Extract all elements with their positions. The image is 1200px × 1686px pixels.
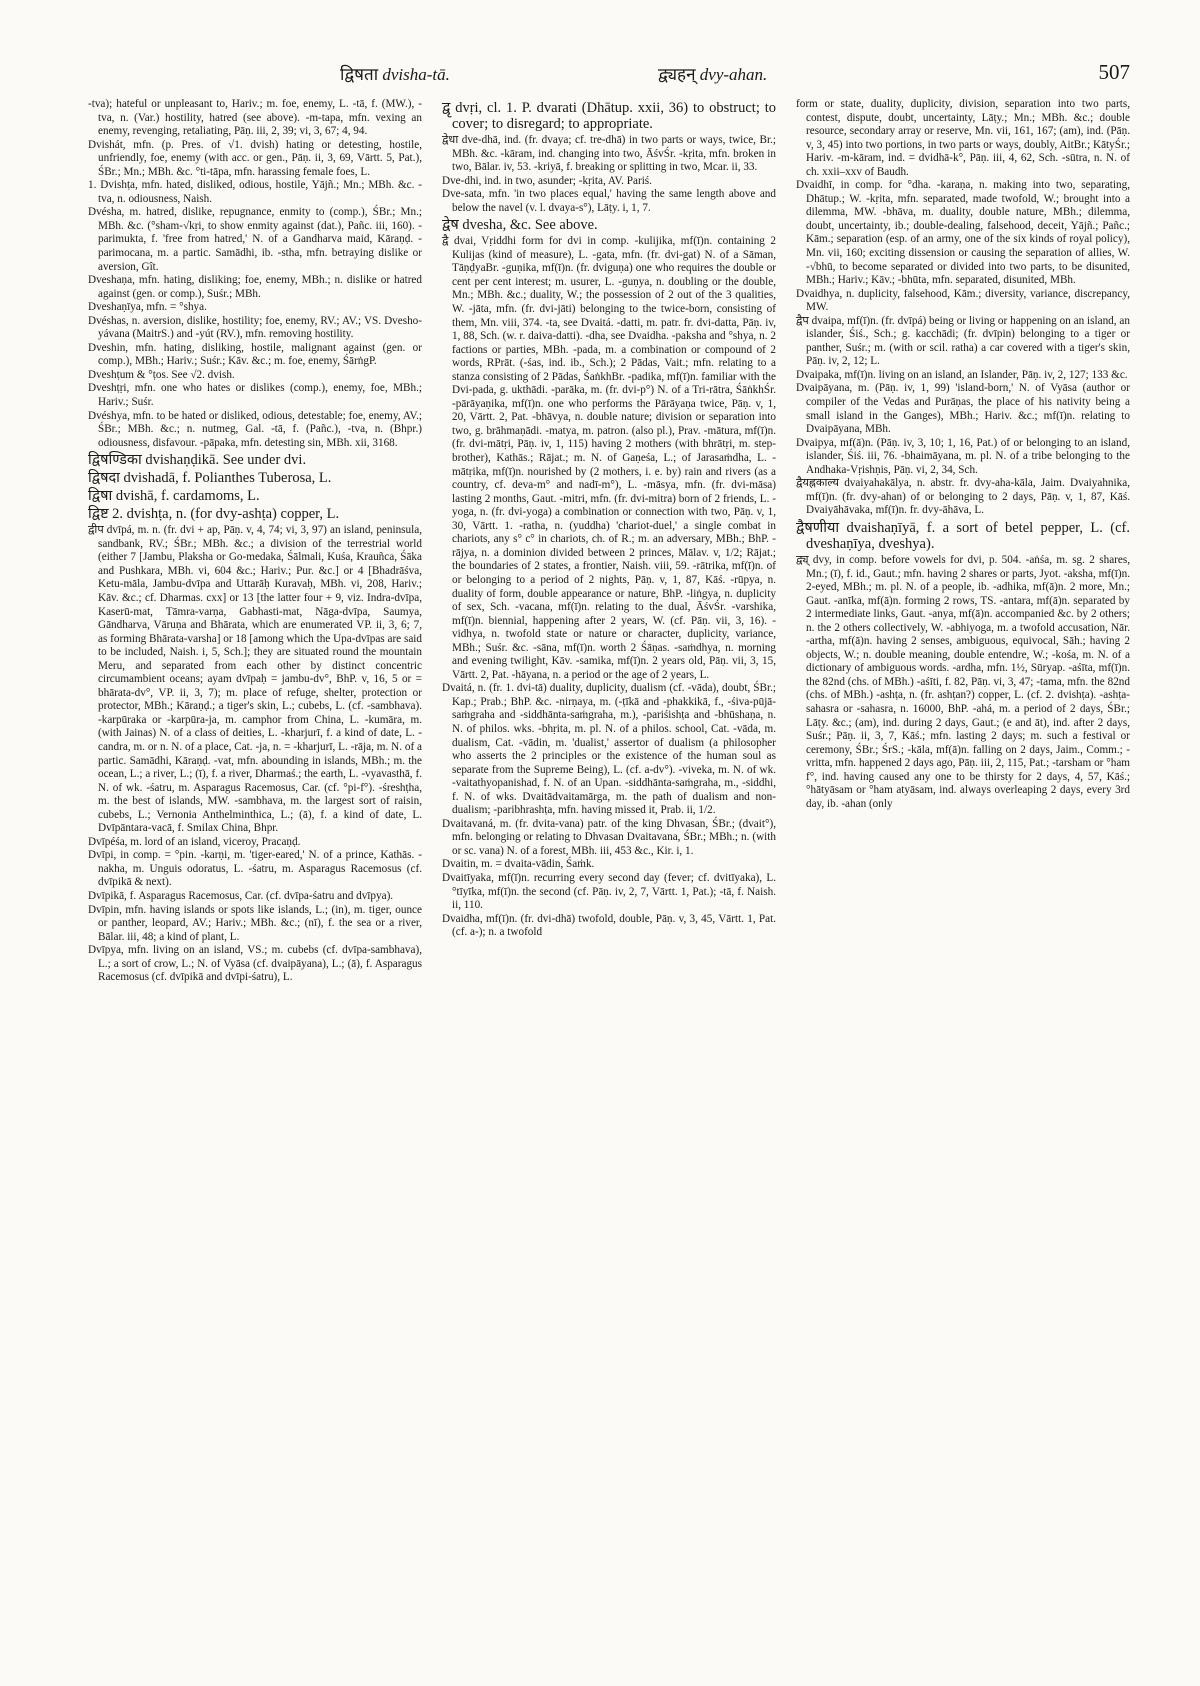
dictionary-entry: Dvaidha, mf(ī)n. (fr. dvi-dhā) twofold, double, Pāṇ. v, 3, 45, Vārtt. 1, Pat. (cf. a-); n. a twofold — [442, 912, 776, 939]
dictionary-entry: Dvīpi, in comp. = °pin. -karṇi, m. 'tiger-eared,' N. of a prince, Kathās. -nakha, m. Unguis odoratus, L. -śatru, m. Asparagus Racemosus (cf. dvīpikā & next). — [88, 849, 422, 889]
dictionary-entry: द्वैप dvaipa, mf(ī)n. (fr. dvīpá) being or living or happening on an island, an islander, Śiś., Sch.; g. kacchādi; (fr. dvīpin) belonging to a tiger or panther, Suśr.; m. (with or scil. ratha) a car covered with a tiger's skin, Pāṇ. iv, 2, 12; L. — [796, 314, 1130, 368]
dictionary-entry: द्वैषणीया dvaishaṇīyā, f. a sort of betel pepper, L. (cf. dveshaṇīya, dveshya). — [796, 519, 1130, 552]
dictionary-entry: Dvéshya, mfn. to be hated or disliked, odious, detestable; foe, enemy, AV.; ŚBr.; MBh. &c.; n. nutmeg, Gal. -tā, f. (Pañc.), -tva, n. (Bhpr.) odiousness, disfavour. -pāpaka, mfn. detesting sin, MBh. xii, 3168. — [88, 409, 422, 449]
dictionary-entry: द्व्य् dvy, in comp. before vowels for dvi, p. 504. -aṅśa, m. sg. 2 shares, Mn.; (ī), f. id., Gaut.; mfn. having 2 shares or parts, Jyot. -aksha, mf(ī)n. 2-eyed, MBh.; m. pl. N. of a people, ib. -adhika, mf(ā)n. 2 more, Mn.; Gaut. -anīka, mf(ā)n. forming 2 rows, TS. -antara, mf(ā)n. separated by 2 intermediate links, Gaut. -anya, mf(ā)n. accompanied &c. by 2 others; n. the 2 others collectively, W. -abhiyoga, m. a twofold accusation, Nār. -artha, mf(ā)n. having 2 senses, ambiguous, equivocal, Sāh.; having 2 objects, W.; n. double meaning, double entendre, W.; -kośa, m. N. of a dictionary of ambiguous words. -ardha, mfn. 1½, Sūryap. -aśīta, mf(ī)n. the 82nd (chs. of MBh.) -aśīti, f. 82, Pāṇ. vi, 3, 47; -tama, mfn. the 82nd (chs. of MBh.) -ashṭa, n. (fr. ashṭan?) copper, L. (cf. 2. dvishṭa). -ashṭa-sahasra or -sahasra, n. 16000, BhP. -ahá, m. a period of 2 days, ŚBr.; Lāṭy. &c.; (am), ind. during 2 days, Gaut.; (e and āt), ind. after 2 days, Suśr.; Pāṇ. ii, 3, 7, Kāś.; mfn. lasting 2 days; m. such a festival or ceremony, ŚBr.; ŚrS.; -kāla, mf(ā)n. falling on 2 days, Jaim., Comm.; -vritta, mfn. happened 2 days ago, Pāṇ. iii, 2, 115, Pat.; -tarsham or °ham f°, ind. having caused any one to be thirsty for 2 days, 4, 57, Kāś.; °hātyāsam or °ham atyāsam, ind. always overleaping 2 days, every 3rd day, ib. -ahan (only — [796, 553, 1130, 810]
header-left-roman: dvisha-tā. — [382, 65, 450, 84]
dictionary-entry: Dvésha, m. hatred, dislike, repugnance, enmity to (comp.), ŚBr.; Mn.; MBh. &c. (°sham-√kṛi, to show enmity against (dat.), Pañc. iii, 160). -parimukta, f. 'free from hatred,' N. of a Gandharva maid, Kāraṇḍ. -parimocana, m. a partic. Samādhi, ib. -stha, mfn. betraying dislike or aversion, Gît. — [88, 206, 422, 273]
dictionary-entry: द्वीप dvīpá, m. n. (fr. dvi + ap, Pāṇ. v, 4, 74; vi, 3, 97) an island, peninsula, sandbank, RV.; ŚBr.; MBh. &c.; a division of the terrestrial world (either 7 [Jambu, Plaksha or Go-medaka, Śālmali, Kuśa, Krauñca, Śāka and Pushkara, MBh. vi, 604 &c.; Hariv.; Pur. &c.] or 4 [Bhadrāśva, Ketu-māla, Jambu-dvīpa and Uttarāḥ Kuravaḥ, MBh. vi, 208, Hariv.; Kāv. &c.; cf. Dharmas. cxx] or 13 [the latter four + 9, viz. Indra-dvīpa, Kaserū-mat, Tāmra-varṇa, Gabhasti-mat, Nāga-dvīpa, Saumya, Gāndharva, Vāruṇa and Bhārata, which are enumerated VP. ii, 3, 6; 7, as forming Bhārata-varsha] or 18 [among which the Upa-dvīpas are said to be included, Naish. i, 5, Sch.]; they are situated round the mountain Meru, and separated from each other by distinct concentric circumambient oceans; ayam dvīpaḥ = jambu-dv°, BhP. v, 16, 5 or = bhārata-dv°, VP. ii, 3, 7); m. place of refuge, shelter, protection or protector, MBh.; Kāraṇḍ.; a tiger's skin, L.; cubebs, L. (cf. -sambhava). -karpūraka or -karpūra-ja, m. camphor from China, L. -kumāra, m. (with Jainas) N. of a class of deities, L. -kharjurī, f. a kind of date, L. -candra, m. or n. N. of a place, Cat. -ja, n. = -kharjurī, L. -rāja, m. N. of a partic. Samādhi, Kāraṇḍ. -vat, mfn. abounding in islands, MBh.; m. the ocean, L.; a river, L.; (ī), f. a river, Dharmaś.; the earth, L. -vyavasthā, f. N. of wk. -śatru, m. Asparagus Racemosus, Car. (cf. °pi-f°). -śreshṭha, m. the best of islands, MW. -sambhava, m. the largest sort of raisin, cubebs, L.; Vernonia Anthelminthica, L.; (ā), f. a kind of date, L. Dvīpāntara-vacā, f. Smilax China, Bhpr. — [88, 524, 422, 835]
header-left-devanagari: द्विषता — [340, 65, 379, 84]
dictionary-entry: Dvaitá, n. (fr. 1. dvi-tā) duality, duplicity, dualism (cf. -vāda), doubt, ŚBr.; Kap.; Prab.; BhP. &c. -nirṇaya, m. (-ṭīkā and -phakkikā, f., -śiva-pūjā-saṁgraha and -siddhānta-saṁgraha, m.), -pariśishṭa and -bhūshaṇa, n. N. of philos. wks. -bhṛita, m. pl. N. of a philos. school, Cat. -vāda, m. dualism, Cat. -vādin, m. 'dualist,' assertor of dualism (a philosopher who asserts the 2 principles or the existence of the human soul as separate from the Supreme Being), L. (cf. a-dv°). -viveka, m. N. of wk. -vaitathyopanishad, f. N. of an Upan. -siddhānta-saṁgraha, m., -siddhi, f. N. of wks. Dvaitādvaitamārga, m. the path of dualism and non-dualism; -paribhrashṭa, mfn. having missed it, Prab. ii, 1/2. — [442, 682, 776, 817]
dictionary-entry: Dvīpin, mfn. having islands or spots like islands, L.; (in), m. tiger, ounce or panther, leopard, AV.; Hariv.; MBh. &c.; (nī), f. the sea or a river, Bālar. iii, 48; a kind of plant, L. — [88, 903, 422, 943]
dictionary-entry: form or state, duality, duplicity, division, separation into two parts, contest, dispute, doubt, uncertainty, Lāṭy.; Mn.; MBh. &c.; double resource, secondary array or reserve, Mn. vii, 161, 167; (am), ind. (Pāṇ. v, 3, 45) into two portions, in two parts or ways, doubly, AitBr.; KātyŚr.; Hariv. -m-kāram, ind. = dvidhā-k°, Pāṇ. iii, 4, 62, Sch. -sūtra, n. N. of ch. xxii–xxv of Baudh. — [796, 98, 1130, 178]
dictionary-entry: Dve-sata, mfn. 'in two places equal,' having the same length above and below the navel (v. l. dvaya-s°), Lāṭy. i, 1, 7. — [442, 188, 776, 214]
dictionary-entry: Dveshaṇīya, mfn. = °shya. — [88, 301, 207, 314]
dictionary-entry: द्वेष dvesha, &c. See above. — [442, 217, 598, 234]
dictionary-entry: Dvaitin, m. = dvaita-vādin, Śaṁk. — [442, 858, 595, 871]
dictionary-entry: Dvaidhī, in comp. for °dha. -karaṇa, n. making into two, separating, Dhātup.; W. -kṛita, mfn. separated, made twofold, W.; brought into a dilemma, MW. -bhāva, m. duality, double nature, MBh.; dilemma, doubt, uncertainty, ib.; double-dealing, falsehood, deceit, Yājñ.; Pañc.; Kām.; separation (esp. of an army, one of the six kinds of royal policy), Mn. vii, 160; exciting dissension or causing the separation of allies, W. -√bhū, to become separated or divided into two parts, to be disunited, MBh.; Hariv.; Kāv.; -bhūta, mfn. separated, disunited, MBh. — [796, 179, 1130, 287]
header-right-guideword — [658, 62, 767, 85]
dictionary-entry: Dve-dhi, ind. in two, asunder; -kṛita, AV. Pariś. — [442, 174, 652, 187]
dictionary-entry: 1. Dvishṭa, mfn. hated, disliked, odious, hostile, Yājñ.; Mn.; MBh. &c. -tva, n. odiousness, Naish. — [88, 179, 422, 205]
dictionary-entry: Dvaipya, mf(ā)n. (Pāṇ. iv, 3, 10; 1, 16, Pat.) of or belonging to an island, islander, Śiś. iii, 76. -bhaimāyana, m. pl. N. of a tribe belonging to the Andhaka-Vṛishṇis, Pāṇ. vi, 2, 34, Sch. — [796, 436, 1130, 476]
page-number: 507 — [1098, 60, 1130, 84]
dictionary-page — [88, 62, 1130, 1642]
dictionary-entry: Dveshṭṛi, mfn. one who hates or dislikes (comp.), enemy, foe, MBh.; Hariv.; Suśr. — [88, 382, 422, 409]
dictionary-entry: Dvaipāyana, m. (Pāṇ. iv, 1, 99) 'island-born,' N. of Vyāsa (author or compiler of the Vedas and Purāṇas, the place of his nativity being a small island in the Ganges), MBh.; Hariv. &c.; mf(ī)n. relating to Dvaipāyana, MBh. — [796, 382, 1130, 436]
dictionary-entry: Dvaitīyaka, mf(ī)n. recurring every second day (fever; cf. dvitīyaka), L. °tīyīka, mf(ī)n. the second (cf. Pāṇ. iv, 2, 7, Vārtt. 1, Pat.); -tā, f. Naish. ii, 110. — [442, 871, 776, 912]
dictionary-entry: Dveshin, mfn. hating, disliking, hostile, malignant against (gen. or comp.), MBh.; Hariv.; Suśr.; Kāv. &c.; m. foe, enemy, ŚārṅgP. — [88, 341, 422, 368]
dictionary-entry: Dvaipaka, mf(ī)n. living on an island, an Islander, Pāṇ. iv, 2, 127; 133 &c. — [796, 368, 1128, 381]
dictionary-entry: Dvīpya, mfn. living on an island, VS.; m. cubebs (cf. dvīpa-sambhava), L.; a sort of crow, L.; N. of Vyāsa (cf. dvaipāyana), L.; (ā), f. Asparagus Racemosus (cf. dvīpikā and dvīpi-śatru), L. — [88, 944, 422, 984]
header-left-guideword — [340, 62, 450, 85]
dictionary-entry: -tva); hateful or unpleasant to, Hariv.; m. foe, enemy, L. -tā, f. (MW.), -tva, n. (Var.) hostility, hatred (see above). -m-tapa, mfn. vexing an enemy, revenging, retaliating, Pāṇ. iii, 2, 39; vi, 3, 67; 4, 94. — [88, 98, 422, 138]
dictionary-entry: Dvaitavaná, m. (fr. dvita-vana) patr. of the king Dhvasan, ŚBr.; (dvait°), mfn. belonging or relating to Dhvasan Dvaitavana, ŚBr.; MBh.; n. (with or sc. vana) N. of a forest, MBh. iii, 453 &c., Kir. i, 1. — [442, 817, 776, 857]
running-header — [88, 62, 1130, 88]
dictionary-entry: Dvīpéśa, m. lord of an island, viceroy, Pracaṇḍ. — [88, 835, 301, 848]
dictionary-entry: द्विषण्डिका dvishaṇḍikā. See under dvi. — [88, 452, 307, 469]
column-1 — [88, 98, 422, 1638]
dictionary-entry: द्विष्ट 2. dvishṭa, n. (for dvy-ashṭa) copper, L. — [88, 506, 340, 523]
column-3 — [796, 98, 1130, 1638]
header-right-devanagari: द्व्यहन् — [658, 65, 696, 84]
column-2 — [442, 98, 776, 1638]
dictionary-entry: Dvéshas, n. aversion, dislike, hostility; foe, enemy, RV.; AV.; VS. Dvesho-yávana (MaitrS.) and -yút (RV.), mfn. removing hostility. — [88, 314, 422, 341]
dictionary-entry: Dveshaṇa, mfn. hating, disliking; foe, enemy, MBh.; n. dislike or hatred against (gen. or comp.), Suśr.; MBh. — [88, 274, 422, 300]
dictionary-entry: द्विषदा dvishadā, f. Polianthes Tuberosa, L. — [88, 470, 332, 487]
dictionary-entry: Dvishát, mfn. (p. Pres. of √1. dvish) hating or detesting, hostile, unfriendly, foe, enemy (with acc. or gen., Pāṇ. ii, 3, 69, Vārtt. 5, Pat.), ŚBr.; Mn.; MBh. &c. °ti-tāpa, mfn. harassing female foes, L. — [88, 138, 422, 178]
header-right-roman: dvy-ahan. — [699, 65, 768, 84]
dictionary-entry: द्वैयह्नकाल्य dvaiyahakālya, n. abstr. fr. dvy-aha-kāla, Jaim. Dvaiyahnika, mf(ī)n. (fr. dvy-ahan) of or belonging to 2 days, Pāṇ. v, 1, 87, Kāś. Dvaiyāhāvaka, mf(ī)n. fr. dvy-āhāva, L. — [796, 477, 1130, 517]
dictionary-entry: Dvīpikā, f. Asparagus Racemosus, Car. (cf. dvīpa-śatru and dvīpya). — [88, 889, 394, 902]
dictionary-entry: द्विषा dvishā, f. cardamoms, L. — [88, 488, 260, 505]
dictionary-entry: द्वै dvai, Vṛiddhi form for dvi in comp. -kulijika, mf(ī)n. containing 2 Kulijas (kind of measure), L. -gata, mfn. (fr. dvi-gat) N. of a Sāman, TāṇḍyaBr. -guṇika, mf(ī)n. (fr. dviguṇa) one who requires the double or cent per cent interest; m. usurer, L. -guṇya, n. doubling or the double, Mn.; MBh. &c.; duality, W.; the possession of 2 out of the 3 qualities, W. -jāta, mfn. (fr. dvi-jāti) belonging to the twice-born, consisting of them, Mn. viii, 374. -ta, see Dvaitá. -datti, m. patr. fr. dvi-datta, Pāṇ. iv, 1, 88, Sch. (w. r. daiva-datti). -dha, see Dvaidha. -paksha and °shya, n. 2 factions or parties, MBh. -pada, m. a combination or compound of 2 words, RPrāt. (-śas, ind. ib., Sch.); 2 Pādas, Vait.; mfn. relating to a stanza consisting of 2 Pādas, ŚaṅkhBr. -padika, mf(ī)n. familiar with the Dvi-pada, g. ukthādi. -parāka, m. (fr. dvi-p°) N. of a Tri-rātra, ŚāṅkhŚr. -pārāyaṇika, mf(ī)n. one who performs the Pārāyaṇa twice, Pāṇ. v, 1, 20, Vārtt. 2, Pat. -bhāvya, n. double nature; division or separation into two, g. brāhmaṇādi. -matya, m. patron. (also pl.), Prav. -mātura, mf(ī)n. (fr. dvi-mātṛi, Pāṇ. iv, 1, 115) having 2 mothers (with bhrātṛi, m. step-brother), Kathās.; Rājat.; m. N. of Gaṇeśa, L.; of Jarasaṁdha, L. -mātṛika, mf(ī)n. nourished by (2 mothers, i. e. by) rain and rivers (as a country, cf. deva-m° and nadī-m°), L. -māsya, mfn. (fr. dvi-māsa) lasting 2 months, Gaut. -mitri, mfn. (fr. dvi-mitra) born of 2 friends, L. -yoga, n. (fr. dvi-yoga) a combination or connection with two, Pāṇ. v, 1, 30, Vārtt. 1. -ratha, n. (yuddha) 'chariot-duel,' a single combat in chariots, any s° c° in chariots, ch. of R.; m. an adversary, MBh.; BhP. -rājya, n. a dominion divided between 2 princes, Mālav. v, 1/2; Rājat.; the boundaries of 2 states, a frontier, Naish. viii, 59. -rātrika, mf(ī)n. of or belonging to a period of 2 nights, Pāṇ. v, 1, 87, Kāś. -rūpya, n. duality of form, double appearance or nature, BhP. -liṅgya, n. duplicity of sex, Sch. -vacana, mf(ī)n. relating to the dual, ĀśvŚr. -varshika, mf(ī)n. biennial, happening after 2 years, W. (cf. Pāṇ. vii, 3, 16). -vidhya, n. twofold state or nature or character, duplicity, variance, MBh.; Suśr. &c. -sāna, mf(ī)n. worth 2 Śāṇas. -saṁdhya, n. morning and evening twilight, Kāv. -samika, mf(ī)n. 2 years old, Pāṇ. vii, 3, 15, Vārtt. 2, Pat. -hāyana, n. a period or the age of 2 years, L. — [442, 235, 776, 681]
dictionary-entry: Dvaidhya, n. duplicity, falsehood, Kām.; diversity, variance, discrepancy, MW. — [796, 287, 1130, 314]
dictionary-entry: द्वृ dvṛi, cl. 1. P. dvarati (Dhātup. xxii, 36) to obstruct; to cover; to disregard; to appropriate. — [442, 100, 776, 132]
dictionary-entry: Dveshṭum & °ṭos. See √2. dvish. — [88, 368, 235, 381]
text-columns — [88, 98, 1130, 1638]
dictionary-entry: द्वेधा dve-dhā, ind. (fr. dvaya; cf. tre-dhā) in two parts or ways, twice, Br.; MBh. &c. -kāram, ind. changing into two, ĀśvŚr. -kṛita, mfn. broken in two, Bālar. iv, 53. -kriyā, f. breaking or splitting in two, Mcar. ii, 33. — [442, 134, 776, 174]
